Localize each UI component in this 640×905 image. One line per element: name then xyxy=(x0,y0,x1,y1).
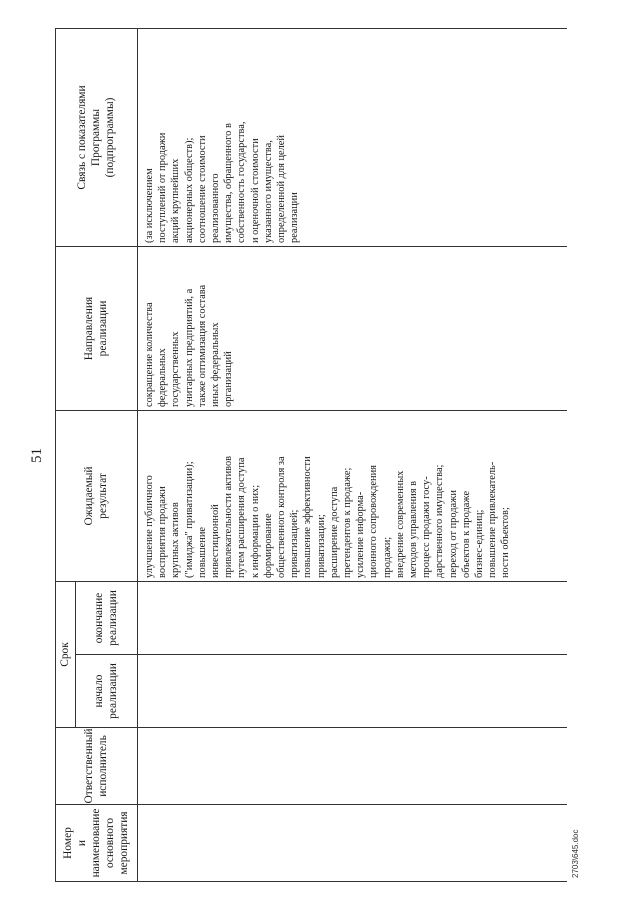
term-subheader-line xyxy=(75,582,76,728)
page-number: 51 xyxy=(29,448,45,463)
header-directions: Направления реализации xyxy=(83,296,109,361)
header-number-and-name: Номер и наименование основного мероприятия xyxy=(62,808,130,878)
document-page xyxy=(23,29,593,882)
table-border-left xyxy=(55,881,567,882)
header-term-start: начало реализации xyxy=(93,663,119,719)
header-term-end: окончание реализации xyxy=(93,590,119,646)
header-program-link: Связь с показателями Программы (подпрограммы) xyxy=(76,85,116,190)
table-border-top xyxy=(55,29,56,882)
row-directions: сокращение количества федеральных государственных унитарных предприятий, а также оптимизация состава иных федеральных организаций xyxy=(144,284,235,407)
column-divider xyxy=(55,804,567,805)
header-expected-result: Ожидаемый результат xyxy=(83,466,109,526)
row-program-link: (за исключением поступлений от продажи акций крупнейших акционерных обществ); соотношение стоимости реализованного имущества, обращенного в собственность государства, и оценочной стоимости указанного имущества, определенной для целей реализации xyxy=(144,121,301,243)
header-bottom-line xyxy=(137,29,138,882)
header-term: Срок xyxy=(59,642,71,667)
document-file-id: 2703\645.doc xyxy=(571,829,580,878)
row-expected-result: улучшение публичного восприятия продажи крупных активов ("имиджа" приватизации); повышение инвестиционной привлекательности активов путем расширения доступа к информации о них; формирование общественного контроля за приватизацией; повышение эффективности приватизации; расширение доступа претендентов к продаже; усиление информа- ционного сопровождения продажи; внедрение современных методов управления в процесс продажи госу- дарственного имущества; переход от продажи объектов к продаже бизнес-единиц; повышение привлекатель- ности объектов; xyxy=(144,455,512,578)
header-executor: Ответственный исполнитель xyxy=(83,728,109,804)
column-divider xyxy=(75,654,567,655)
